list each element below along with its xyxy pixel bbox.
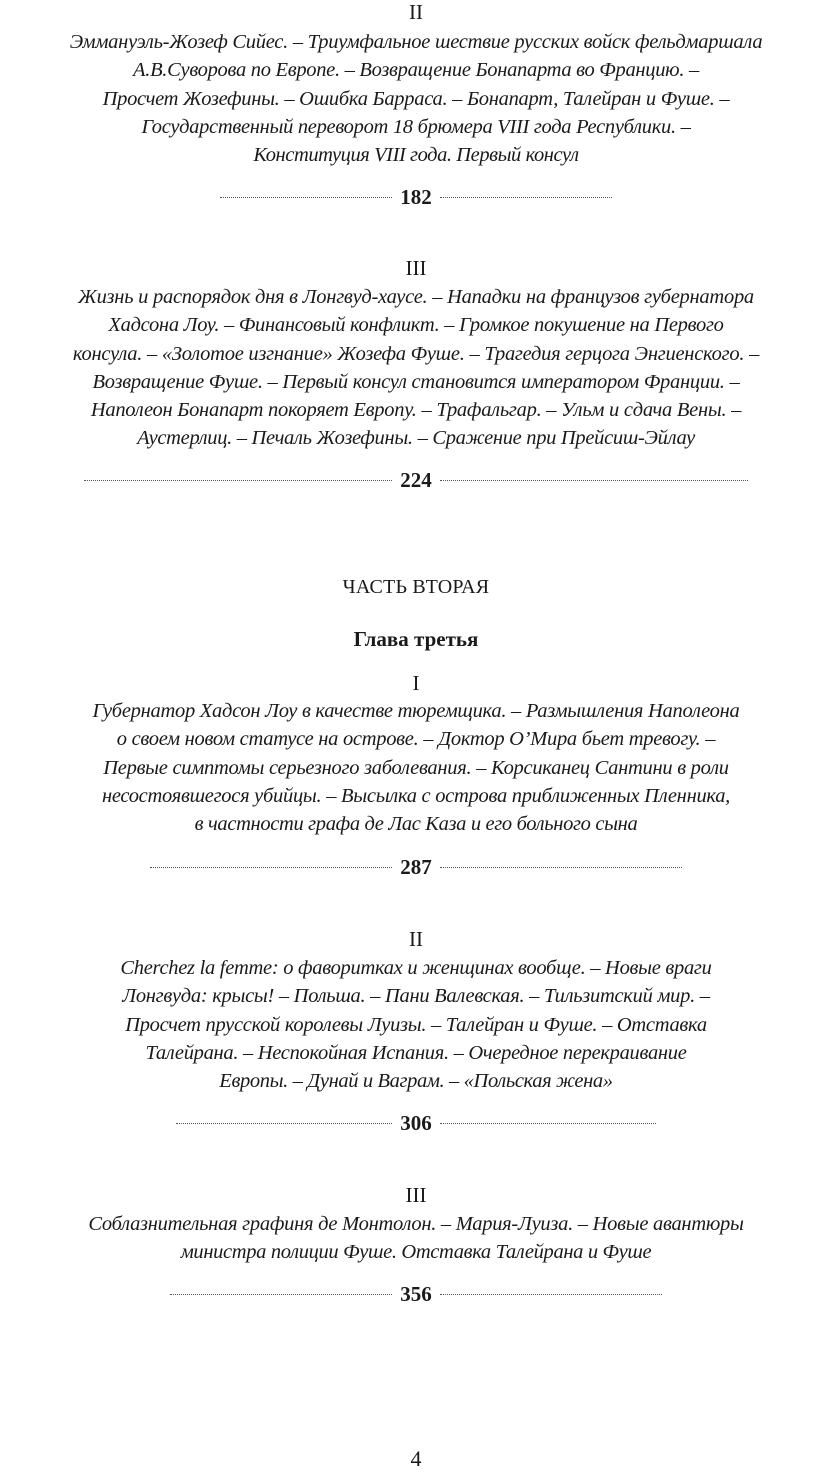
dot-leader [440,1123,656,1124]
section-description [0,954,832,1095]
description-line: Наполеон Бонапарт покоряет Европу. – Трафальгар. – Ульм и сдача Вены. – [90,399,742,422]
toc-entry-leader[interactable] [0,854,832,880]
section-description [0,1210,832,1267]
description-line: Европы. – Дунай и Ваграм. – «Польская жена» [219,1070,613,1093]
description-line: Губернатор Хадсон Лоу в качестве тюремщика. – Размышления Наполеона [92,700,740,722]
description-line: Талейрана. – Неспокойная Испания. – Очередное перекраивание [145,1041,687,1064]
description-line: Хадсона Лоу. – Финансовый конфликт. – Громкое покушение на Первого [108,314,724,337]
description-line: Первые симптомы серьезного заболевания. – Корсиканец Сантини в роли [103,756,729,779]
dot-leader [170,1294,392,1295]
toc-entry-leader[interactable] [0,467,832,493]
dot-leader [440,867,682,868]
description-line: Лонгвуда: крысы! – Польша. – Пани Валевская. – Тильзитский мир. – [122,985,710,1008]
description-line: Cherchez la femme: о фаворитках и женщинах вообще. – Новые враги [120,957,712,979]
description-line: Возвращение Фуше. – Первый консул становится императором Франции. – [92,370,740,393]
description-line: Конституция VIII года. Первый консул [253,144,579,167]
page-number: 224 [400,467,432,492]
dot-leader [220,197,392,198]
description-line: Аустерлиц. – Печаль Жозефины. – Сражение при Прейсиш-Эйлау [137,427,695,450]
description-line: консула. – «Золотое изгнание» Жозефа Фуше. – Трагедия герцога Энгиенского. – [72,342,760,365]
page-folio: 4 [410,1446,422,1471]
toc-entry-leader[interactable] [0,184,832,210]
description-line: Просчет прусской королевы Луизы. – Талейран и Фуше. – Отставка [125,1013,707,1036]
toc-entry-leader[interactable] [0,1110,832,1136]
description-line: о своем новом статусе на острове. – Доктор О’Мира бьет тревогу. – [116,728,716,751]
page-number: 182 [400,184,432,209]
section-description [0,283,832,453]
section-description [0,28,832,169]
description-line: Жизнь и распорядок дня в Лонгвуд-хаусе. – Нападки на французов губернатора [78,286,754,308]
description-line: А.В.Суворова по Европе. – Возвращение Бонапарта во Францию. – [133,59,699,82]
section-numeral: III [405,256,427,280]
dot-leader [84,480,392,481]
description-line: Государственный переворот 18 брюмера VIII года Республики. – [141,115,691,138]
section-numeral: I [412,671,420,695]
description-line: министра полиции Фуше. Отставка Талейрана и Фуше [180,1241,652,1264]
toc-entry-leader[interactable] [0,1281,832,1307]
part-title: ЧАСТЬ ВТОРАЯ [342,576,490,598]
description-line: несостоявшегося убийцы. – Высылка с острова приближенных Пленника, [101,784,731,807]
description-line: Эммануэль-Жозеф Сийес. – Триумфальное шествие русских войск фельдмаршала [69,31,763,53]
page-number: 287 [400,854,432,879]
description-line: в частности графа де Лас Каза и его больного сына [194,813,638,836]
page-number: 356 [400,1281,432,1306]
section-numeral: II [409,0,423,24]
dot-leader [440,480,748,481]
page-number: 306 [400,1110,432,1135]
description-line: Просчет Жозефины. – Ошибка Барраса. – Бонапарт, Талейран и Фуше. – [102,87,730,110]
section-numeral: II [409,927,423,951]
description-line: Соблазнительная графиня де Монтолон. – Мария-Луиза. – Новые авантюры [88,1213,744,1235]
dot-leader [440,1294,662,1295]
dot-leader [440,197,612,198]
section-description [0,697,832,838]
chapter-title: Глава третья [353,627,479,651]
dot-leader [176,1123,392,1124]
section-numeral: III [405,1183,427,1207]
dot-leader [150,867,392,868]
